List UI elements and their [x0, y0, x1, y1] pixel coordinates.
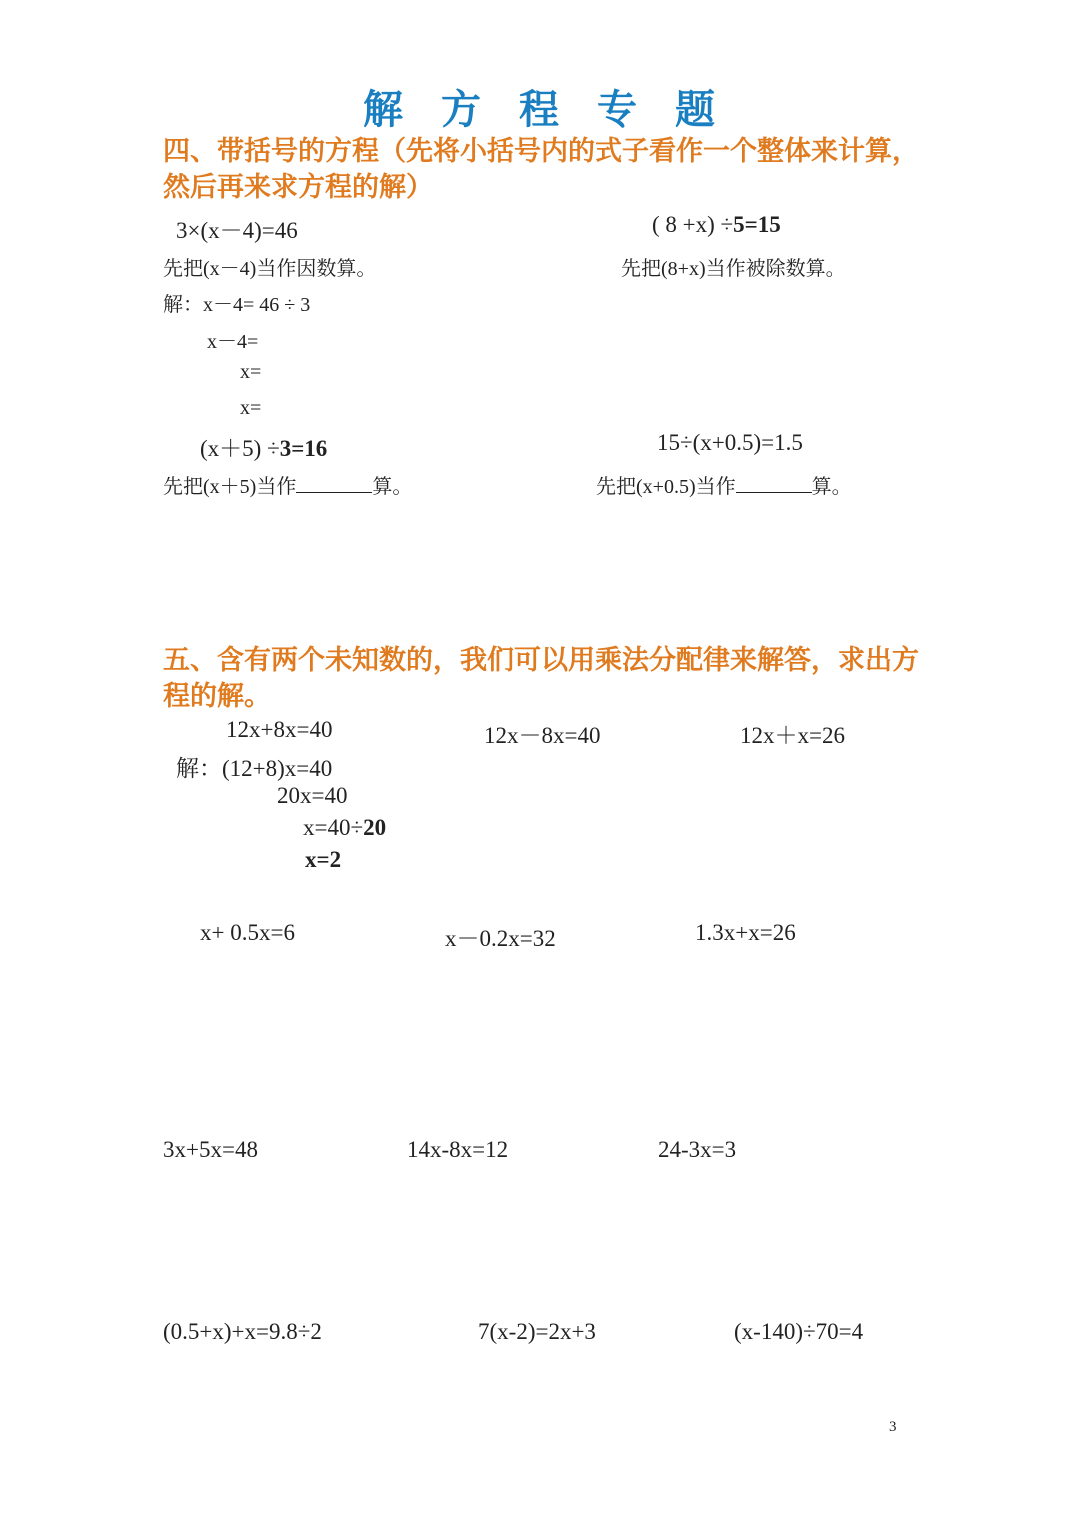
s5-equation: 14x-8x=12 — [407, 1137, 509, 1162]
s4-hint-3-suffix: 算。 — [372, 476, 413, 498]
s5-equation: 12x－8x=40 — [484, 723, 601, 748]
s4-hint-4-prefix: 先把(x+0.5)当作 — [596, 476, 736, 498]
s4-equation-3-bold: 3=16 — [279, 436, 328, 461]
title-char: 方 — [441, 87, 483, 133]
s4-hint-2: 先把(8+x)当作被除数算。 — [621, 258, 846, 280]
s5-equation: 3x+5x=48 — [163, 1137, 258, 1162]
s4-solution-line-2: x－4= — [207, 331, 259, 353]
page-title — [0, 78, 1080, 135]
s4-solution-line-4: x= — [240, 397, 262, 419]
answer-blank[interactable] — [296, 476, 372, 493]
s4-hint-3 — [163, 470, 412, 499]
s4-hint-4-suffix: 算。 — [811, 476, 852, 498]
s5-equation: 1.3x+x=26 — [695, 920, 796, 945]
s5-equation: x+ 0.5x=6 — [200, 920, 295, 945]
title-char: 题 — [675, 87, 717, 133]
title-char: 解 — [363, 87, 405, 133]
title-char: 专 — [597, 87, 639, 133]
section4-heading: 四、带括号的方程（先将小括号内的式子看作一个整体来计算，然后再来求方程的解） — [163, 136, 919, 203]
s5-solution-line-3-prefix: x=40÷ — [303, 815, 364, 840]
s5-equation: 12x+8x=40 — [226, 717, 333, 742]
s5-solution-line-2: 20x=40 — [277, 783, 348, 808]
answer-blank[interactable] — [736, 476, 812, 493]
s4-hint-3-prefix: 先把(x＋5)当作 — [163, 476, 297, 498]
page-number: 3 — [889, 1419, 897, 1435]
s5-solution-line-1: 解：(12+8)x=40 — [176, 756, 333, 781]
s4-equation-2-prefix: ( 8 +x) ÷ — [652, 212, 734, 237]
s5-solution-line-3-bold: 20 — [363, 815, 387, 840]
section5-heading: 五、含有两个未知数的，我们可以用乘法分配律来解答，求出方程的解。 — [163, 645, 919, 712]
title-char: 程 — [519, 87, 561, 133]
s5-equation: 12x＋x=26 — [740, 723, 845, 748]
s5-equation: (x-140)÷70=4 — [734, 1319, 864, 1344]
s5-solution-line-4: x=2 — [305, 847, 342, 872]
s4-equation-2 — [652, 212, 781, 238]
s5-equation: 24-3x=3 — [658, 1137, 737, 1162]
s4-hint-1: 先把(x－4)当作因数算。 — [163, 258, 377, 280]
s5-equation: x－0.2x=32 — [445, 926, 556, 951]
s4-hint-4 — [596, 470, 852, 499]
s4-equation-2-bold: 5=15 — [733, 212, 781, 237]
s4-solution-line-1: 解：x－4= 46 ÷ 3 — [163, 294, 311, 316]
s5-solution-line-3 — [303, 815, 386, 841]
s4-equation-4: 15÷(x+0.5)=1.5 — [657, 430, 803, 455]
s5-equation: 7(x-2)=2x+3 — [478, 1319, 596, 1344]
s4-equation-1: 3×(x－4)=46 — [176, 218, 298, 243]
s4-solution-line-3: x= — [240, 361, 262, 383]
s4-equation-3 — [200, 430, 327, 463]
s5-equation: (0.5+x)+x=9.8÷2 — [163, 1319, 322, 1344]
s4-equation-3-prefix: (x＋5) ÷ — [200, 436, 280, 461]
